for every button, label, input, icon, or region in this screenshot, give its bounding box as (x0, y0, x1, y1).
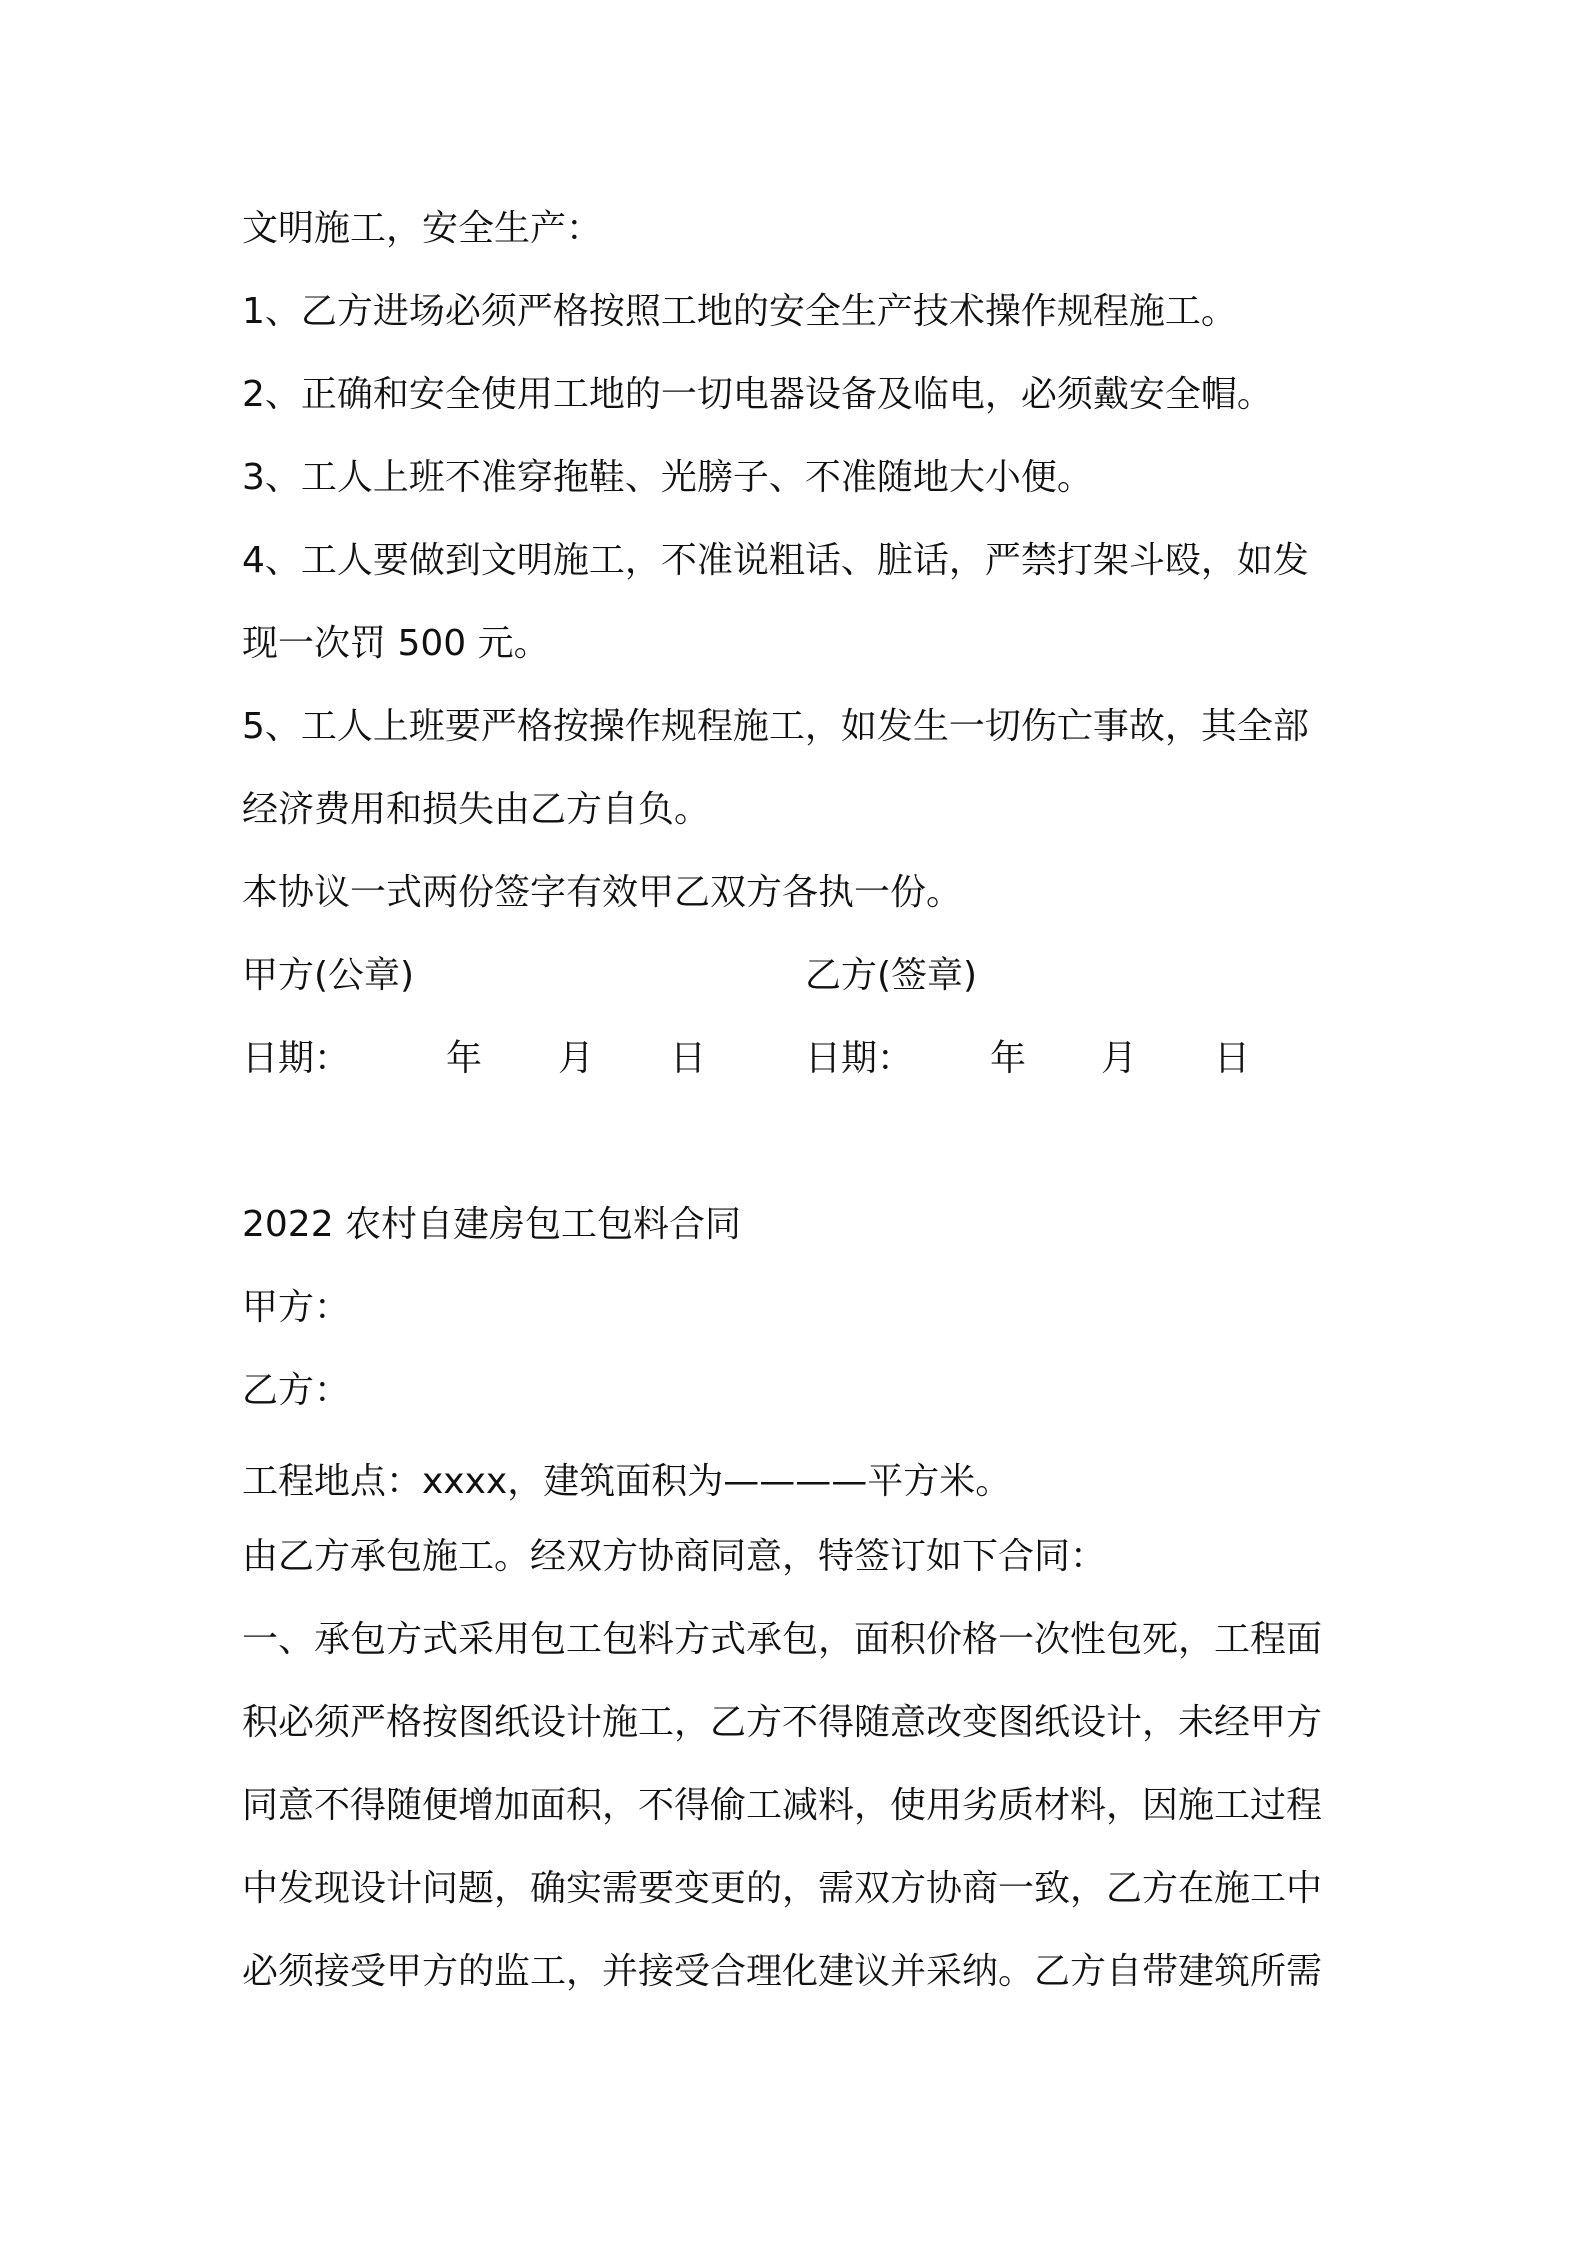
party-a-date-year: 年 (446, 1038, 483, 1079)
clause-1-line-2: 积必须严格按图纸设计施工，乙方不得随意改变图纸设计，未经甲方 (242, 1702, 1323, 1743)
party-b-date-month: 月 (1101, 1038, 1138, 1079)
clause-1-line-1: 一、承包方式采用包工包料方式承包，面积价格一次性包死，工程面 (242, 1619, 1323, 1660)
clause-1-line-5: 必须接受甲方的监工，并接受合理化建议并采纳。乙方自带建筑所需 (242, 1951, 1323, 1992)
contract-party-a: 甲方： (242, 1287, 351, 1328)
party-a-date-month: 月 (558, 1038, 595, 1079)
rule-item-4-line-2: 现一次罚 500 元。 (242, 623, 550, 664)
contract-intro: 由乙方承包施工。经双方协商同意，特签订如下合同： (242, 1536, 1107, 1577)
clause-1-line-4: 中发现设计问题，确实需要变更的，需双方协商一致，乙方在施工中 (242, 1868, 1323, 1909)
party-a-date-day: 日 (670, 1038, 707, 1079)
rule-item-3: 3、工人上班不准穿拖鞋、光膀子、不准随地大小便。 (242, 457, 1093, 498)
party-b-date-year: 年 (990, 1038, 1027, 1079)
party-b-seal-label: 乙方(签章) (805, 955, 978, 996)
rule-item-5-line-2: 经济费用和损失由乙方自负。 (242, 789, 711, 830)
party-b-date-day: 日 (1214, 1038, 1251, 1079)
party-a-date-label: 日期： (242, 1038, 351, 1079)
copies-note: 本协议一式两份签字有效甲乙双方各执一份。 (242, 872, 963, 913)
contract-title: 2022 农村自建房包工包料合同 (242, 1204, 742, 1245)
rule-item-5-line-1: 5、工人上班要严格按操作规程施工，如发生一切伤亡事故，其全部 (242, 706, 1309, 747)
rule-item-4-line-1: 4、工人要做到文明施工，不准说粗话、脏话，严禁打架斗殴，如发 (242, 540, 1309, 581)
party-a-seal-label: 甲方(公章) (242, 955, 415, 996)
section-heading: 文明施工，安全生产： (242, 208, 603, 249)
party-b-date-label: 日期： (805, 1038, 914, 1079)
contract-location: 工程地点：xxxx，建筑面积为————平方米。 (242, 1461, 1012, 1502)
rule-item-2: 2、正确和安全使用工地的一切电器设备及临电，必须戴安全帽。 (242, 374, 1273, 415)
contract-party-b: 乙方： (242, 1370, 351, 1411)
rule-item-1: 1、乙方进场必须严格按照工地的安全生产技术操作规程施工。 (242, 291, 1237, 332)
clause-1-line-3: 同意不得随便增加面积，不得偷工减料，使用劣质材料，因施工过程 (242, 1785, 1323, 1826)
